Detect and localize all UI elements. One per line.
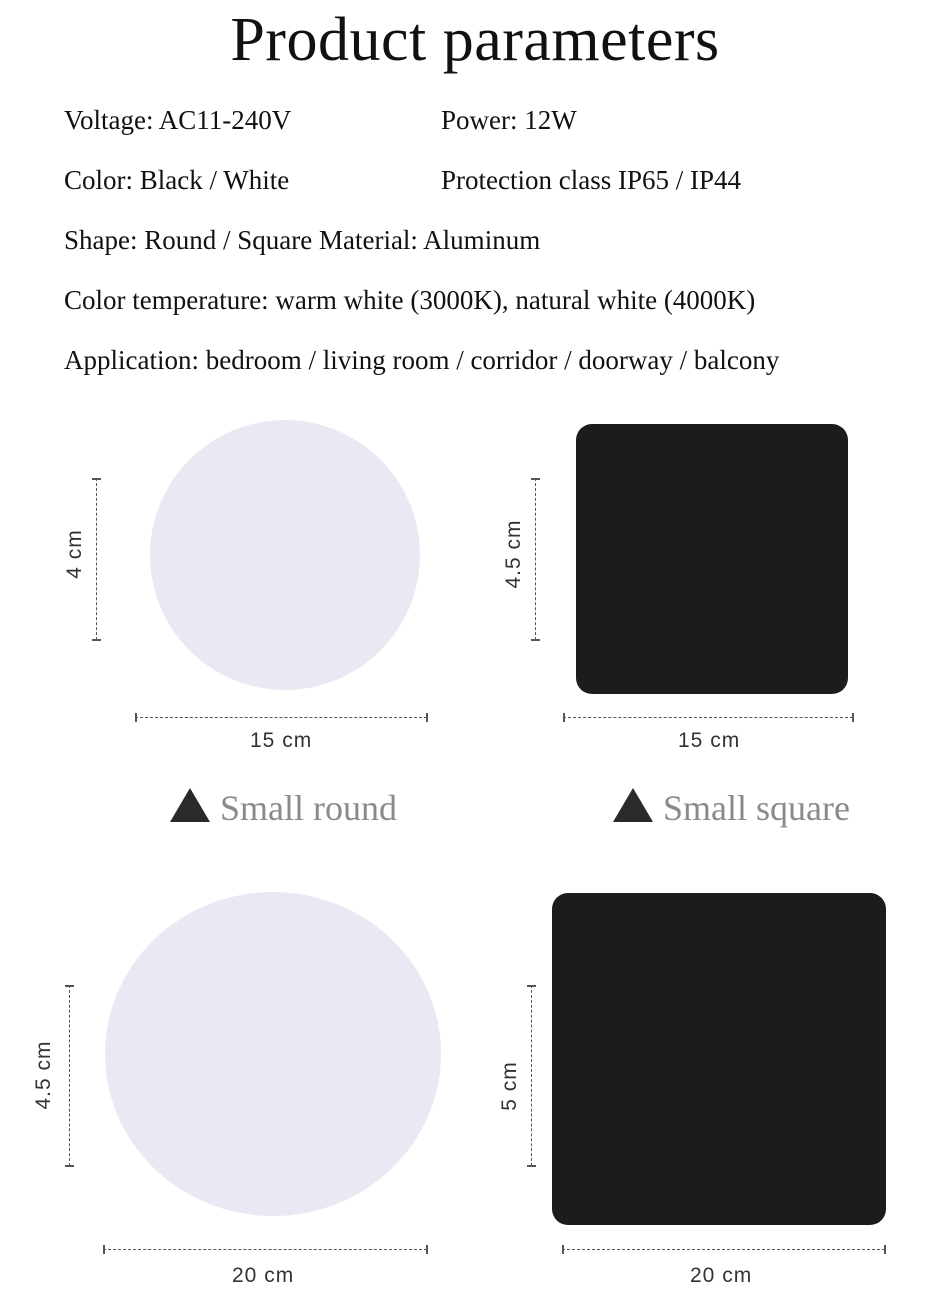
dimension-tick <box>103 1245 105 1254</box>
spec-power: Power: 12W <box>441 105 577 135</box>
small-round-light-image <box>150 420 420 690</box>
large-square-light-image <box>552 893 886 1225</box>
small-round-height-line <box>96 478 97 640</box>
small-square-light-image <box>576 424 848 694</box>
dimension-tick <box>527 985 536 987</box>
dimension-tick <box>92 478 101 480</box>
dimension-tick <box>884 1245 886 1254</box>
large-square-height-label: 5 cm <box>498 1061 521 1111</box>
large-round-height-label: 4.5 cm <box>32 1040 55 1110</box>
page-title: Product parameters <box>230 6 720 74</box>
small-round-width-label: 15 cm <box>250 729 313 752</box>
dimension-tick <box>135 713 137 722</box>
dimension-tick <box>527 1165 536 1167</box>
dimension-tick <box>563 713 565 722</box>
large-round-height-line <box>69 985 70 1166</box>
caption-small-round: Small round <box>220 788 397 828</box>
large-round-width-label: 20 cm <box>232 1264 295 1287</box>
dimension-tick <box>426 1245 428 1254</box>
spec-color: Color: Black / White <box>64 165 290 195</box>
dimension-tick <box>852 713 854 722</box>
large-round-light-image <box>105 892 441 1216</box>
small-round-height-label: 4 cm <box>63 529 86 579</box>
spec-protection: Protection class IP65 / IP44 <box>441 165 741 195</box>
dimension-tick <box>92 639 101 641</box>
dimension-tick <box>426 713 428 722</box>
dimension-tick <box>65 1165 74 1167</box>
small-square-height-label: 4.5 cm <box>502 519 525 589</box>
large-square-width-line <box>562 1249 885 1250</box>
large-square-height-line <box>531 985 532 1166</box>
triangle-icon <box>613 788 653 822</box>
small-square-height-line <box>535 478 536 640</box>
triangle-icon <box>170 788 210 822</box>
dimension-tick <box>65 985 74 987</box>
large-round-width-line <box>103 1249 427 1250</box>
caption-small-square: Small square <box>663 788 850 828</box>
large-square-width-label: 20 cm <box>690 1264 753 1287</box>
small-square-width-label: 15 cm <box>678 729 741 752</box>
spec-color-temperature: Color temperature: warm white (3000K), natural white (4000K) <box>64 285 756 315</box>
small-square-width-line <box>563 717 853 718</box>
spec-shape-material: Shape: Round / Square Material: Aluminum <box>64 225 541 255</box>
small-round-width-line <box>135 717 427 718</box>
dimension-tick <box>531 639 540 641</box>
spec-voltage: Voltage: AC11-240V <box>64 105 292 135</box>
dimension-tick <box>531 478 540 480</box>
spec-application: Application: bedroom / living room / corridor / doorway / balcony <box>64 345 780 375</box>
dimension-tick <box>562 1245 564 1254</box>
